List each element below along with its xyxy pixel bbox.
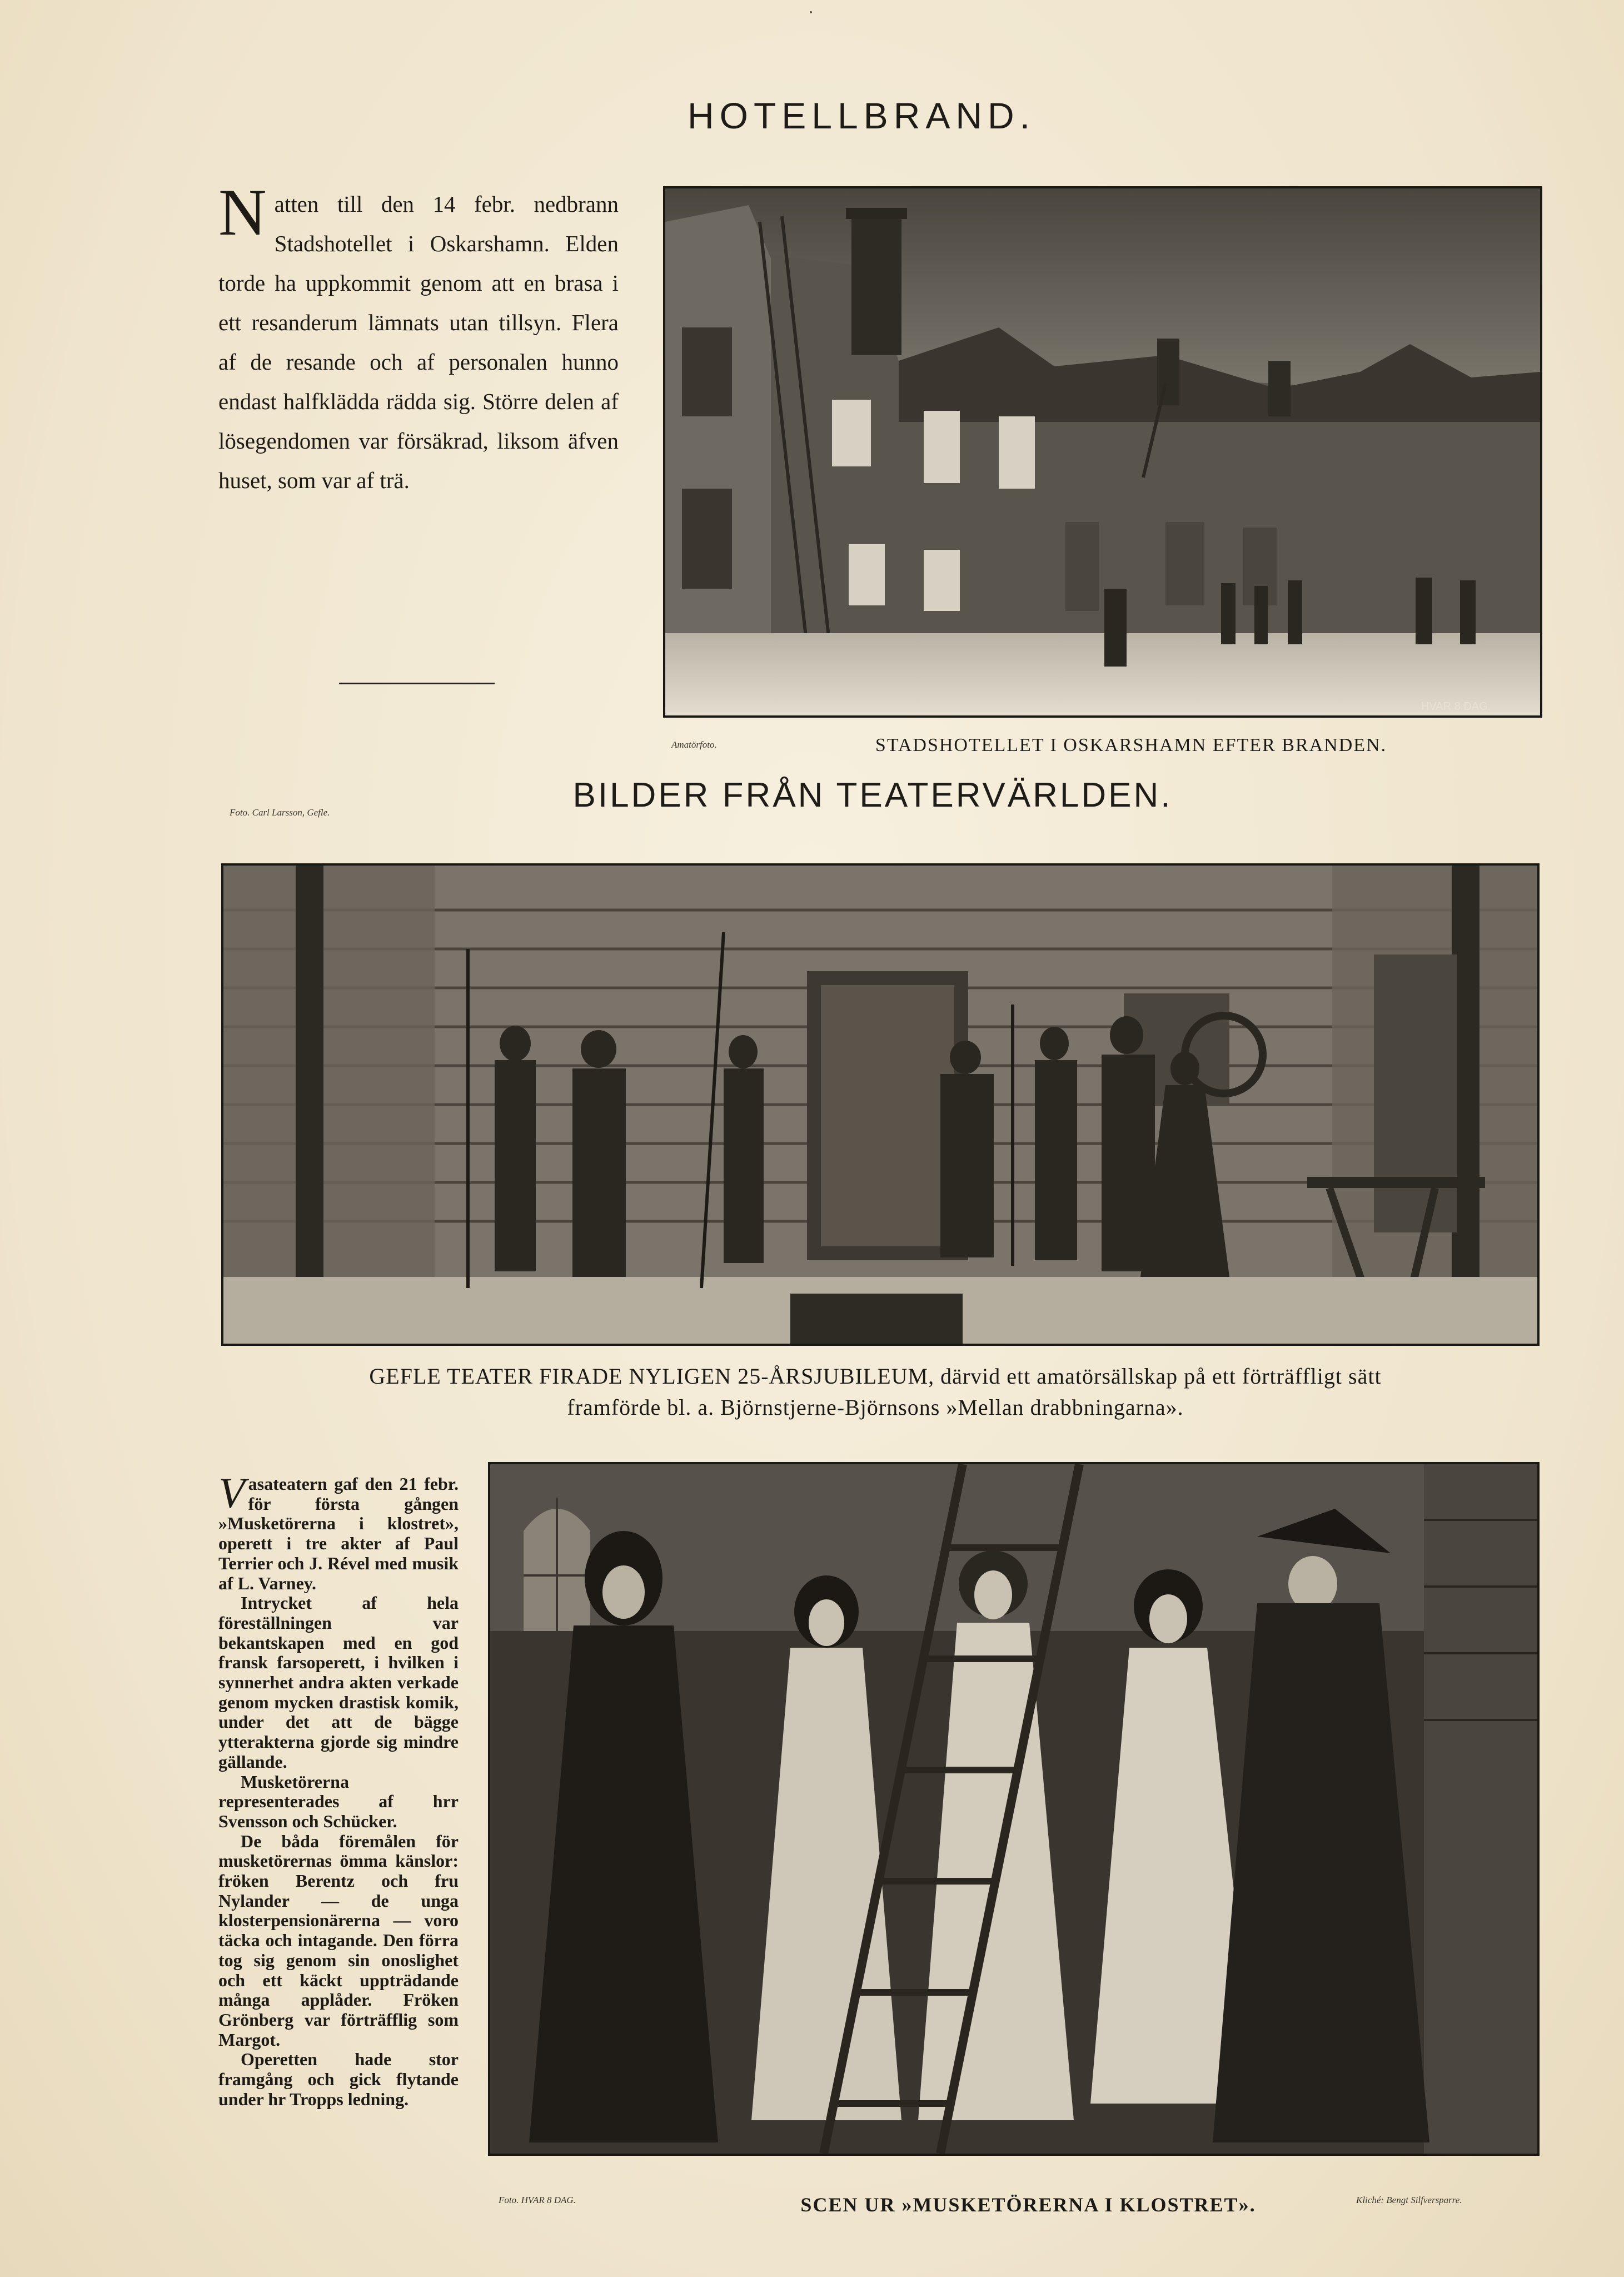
musketeers-photo-credit: Foto. HVAR 8 DAG.	[499, 2195, 576, 2205]
hotel-ruins-illustration	[665, 188, 1540, 715]
gefle-caption-line2: framförde bl. a. Björnstjerne-Björnsons »Mellan drabbningarna».	[567, 1395, 1184, 1420]
gefle-photo-caption	[239, 1361, 1512, 1423]
musketeers-stage-photo	[488, 1462, 1540, 2156]
gefle-stage-photo	[221, 863, 1540, 1346]
section-rule	[339, 683, 495, 684]
gefle-caption-line1: GEFLE TEATER FIRADE NYLIGEN 25-ÅRSJUBILEUM, därvid ett amatörsällskap på ett förträffligt sätt	[369, 1364, 1382, 1389]
musketeers-photo-caption: SCEN UR »MUSKETÖRERNA I KLOSTRET».	[800, 2194, 1256, 2216]
musketeers-stage-illustration	[490, 1464, 1537, 2154]
vasa-dropcap: V	[218, 1469, 245, 1517]
theatre-heading: BILDER FRÅN TEATERVÄRLDEN.	[572, 776, 1173, 814]
hotel-heading: HOTELLBRAND.	[687, 95, 1036, 136]
gefle-photo-credit: Foto. Carl Larsson, Gefle.	[230, 807, 330, 818]
hotel-photo-caption: STADSHOTELLET I OSKARSHAMN EFTER BRANDEN.	[875, 735, 1387, 755]
hotel-photo-stamp: HVAR 8 DAG.	[1421, 700, 1491, 713]
hotel-article	[218, 175, 619, 500]
print-speck	[810, 11, 812, 13]
vasa-paragraph: Intrycket af hela föreställningen var bekantskapen med en god fransk farsoperett, i hvilken i synnerhet andra akten verkade genom mycken drastisk komik, under det att de bägge ytterakterna gjorde sig mindre gällande.	[218, 1593, 459, 1772]
vasa-paragraph: De båda föremålen för musketörernas ömma känslor: fröken Berentz och fru Nylander — de unga klosterpensionärerna — voro täcka och intagande. Den förra tog sig genom sin onoslighet och ett käckt uppträdande många applåder. Fröken Grönberg var förträfflig som Margot.	[218, 1831, 459, 2050]
hotel-photo-credit: Amatörfoto.	[671, 739, 717, 750]
vasa-paragraph: Musketörerna representerades af hrr Svensson och Schücker.	[218, 1771, 459, 1831]
vasa-article	[218, 1469, 459, 2110]
hotel-article-body: atten till den 14 febr. nedbrann Stadshotellet i Oskarshamn. Elden torde ha uppkommit genom att en brasa i ett resanderum lämnats utan tillsyn. Flera af de resande och af personalen hunno endast halfklädda rädda sig. Större delen af lösegendomen var försäkrad, liksom äfven huset, som var af trä.	[218, 191, 619, 493]
vasa-paragraph: Operetten hade stor framgång och gick flytande under hr Tropps ledning.	[218, 2049, 459, 2109]
gefle-stage-illustration	[223, 866, 1537, 1344]
musketeers-cliche-credit: Kliché: Bengt Silfversparre.	[1356, 2195, 1462, 2205]
vasa-paragraph: Vasateatern gaf den 21 febr. för första gången »Musketörerna i klostret», operett i tre akter af Paul Terrier och J. Rével med musik af L. Varney.	[218, 1469, 459, 1593]
hotel-ruins-photo	[663, 186, 1542, 718]
hotel-dropcap: N	[218, 175, 267, 249]
